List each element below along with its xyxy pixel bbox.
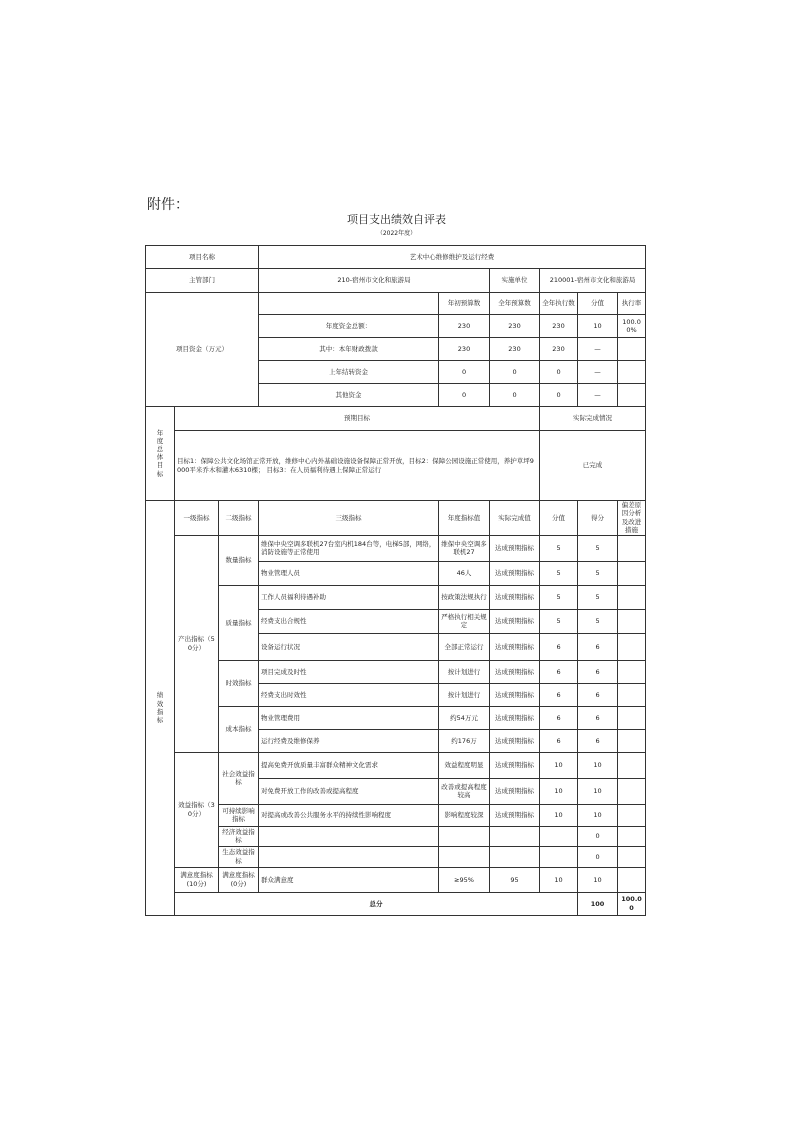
indicator-weight: 10 (540, 752, 578, 778)
ecologic-l2-label: 生态效益指标 (219, 846, 259, 867)
indicator-note (618, 729, 646, 752)
funds-row-initial: 230 (439, 338, 490, 361)
indicator-weight: 5 (540, 535, 578, 561)
indicator-l3: 物业管理人员 (259, 561, 439, 585)
funds-row-executed: 0 (540, 384, 578, 407)
performance-table (145, 245, 646, 916)
project-name-label: 项目名称 (146, 246, 259, 269)
indicator-note (618, 633, 646, 660)
indicator-score: 0 (578, 826, 618, 846)
indicator-score: 10 (578, 752, 618, 778)
indicator-score: 6 (578, 683, 618, 706)
indicator-weight: 10 (540, 778, 578, 804)
indicator-actual: 达成预期指标 (490, 609, 540, 633)
indicator-score: 5 (578, 585, 618, 609)
indicator-weight: 5 (540, 609, 578, 633)
dept-value: 210-宿州市文化和旅游局 (259, 269, 490, 293)
funds-row-executed: 0 (540, 361, 578, 384)
project-name-value: 艺术中心维修维护及运行经费 (259, 246, 646, 269)
indicator-target: 效益程度明显 (439, 752, 490, 778)
indicator-weight: 6 (540, 706, 578, 729)
indicator-target: 改善或提高程度较高 (439, 778, 490, 804)
indicator-actual (490, 846, 540, 867)
funds-row-rate (618, 384, 646, 407)
indicator-score: 6 (578, 706, 618, 729)
indicator-l3: 设备运行状况 (259, 633, 439, 660)
indicator-weight: 10 (540, 804, 578, 826)
indicator-score: 6 (578, 633, 618, 660)
indicator-score: 6 (578, 660, 618, 683)
indicator-note (618, 535, 646, 561)
funds-row-executed: 230 (540, 338, 578, 361)
indicator-weight: 10 (540, 867, 578, 892)
indicator-l3: 提高免费开放质量丰富群众精神文化需求 (259, 752, 439, 778)
funds-header-blank (259, 293, 439, 315)
funds-header-rate: 执行率 (618, 293, 646, 315)
funds-row-weight: 10 (578, 315, 618, 338)
impl-label: 实施单位 (490, 269, 540, 293)
indicator-actual: 达成预期指标 (490, 561, 540, 585)
indicator-actual: 达成预期指标 (490, 778, 540, 804)
indicator-l3: 维保中央空调多联机27台室内机184台等，电梯5部，网络，消防设施等正常使用 (259, 535, 439, 561)
cost-l2-label: 成本指标 (219, 706, 259, 752)
indicator-l3: 群众满意度 (259, 867, 439, 892)
indicator-target: 约176万 (439, 729, 490, 752)
indicator-weight: 6 (540, 729, 578, 752)
indicator-note (618, 867, 646, 892)
indicator-score: 10 (578, 867, 618, 892)
indicator-score: 5 (578, 561, 618, 585)
funds-row-label: 其中：本年财政拨款 (259, 338, 439, 361)
indicators-section-label: 绩效指标 (146, 501, 175, 916)
form-year: （2022年度） (376, 230, 417, 237)
indicator-actual: 达成预期指标 (490, 706, 540, 729)
indicator-note (618, 585, 646, 609)
total-score: 100.00 (618, 892, 646, 915)
expected-goal-header: 预期目标 (175, 407, 540, 431)
actual-result-header: 实际完成情况 (540, 407, 646, 431)
funds-row-executed: 230 (540, 315, 578, 338)
indicator-target: 约54万元 (439, 706, 490, 729)
indicator-note (618, 804, 646, 826)
indicator-note (618, 683, 646, 706)
header-weight: 分值 (540, 501, 578, 536)
funds-header-initial: 年初预算数 (439, 293, 490, 315)
header-note: 偏差原因分析及改进措施 (618, 501, 646, 536)
dept-label: 主管部门 (146, 269, 259, 293)
indicator-target: 影响程度较深 (439, 804, 490, 826)
funds-row-annual: 0 (490, 384, 540, 407)
funds-row-initial: 230 (439, 315, 490, 338)
indicator-target: 全部正常运行 (439, 633, 490, 660)
indicator-actual: 达成预期指标 (490, 585, 540, 609)
indicator-l3: 运行经费及维修保养 (259, 729, 439, 752)
satisfaction-l2-label: 满意度指标(0分) (219, 867, 259, 892)
indicator-target: 按计划进行 (439, 683, 490, 706)
indicator-target (439, 826, 490, 846)
indicator-score: 10 (578, 804, 618, 826)
indicator-target (439, 846, 490, 867)
indicator-actual: 达成预期指标 (490, 683, 540, 706)
indicator-actual (490, 826, 540, 846)
attachment-label: 附件： (147, 197, 189, 213)
indicator-actual: 达成预期指标 (490, 633, 540, 660)
header-actual: 实际完成值 (490, 501, 540, 536)
indicator-weight: 5 (540, 561, 578, 585)
indicator-weight (540, 826, 578, 846)
header-l2: 二级指标 (219, 501, 259, 536)
indicator-target: 46人 (439, 561, 490, 585)
satisfaction-l1-label: 满意度指标(10分) (175, 867, 219, 892)
funds-row-rate (618, 361, 646, 384)
indicator-actual: 95 (490, 867, 540, 892)
indicator-l3: 项目完成及时性 (259, 660, 439, 683)
indicator-l3: 对免费开放工作的改善或提高程度 (259, 778, 439, 804)
indicator-target: ≥95% (439, 867, 490, 892)
funds-row-weight: — (578, 338, 618, 361)
quality-l2-label: 质量指标 (219, 585, 259, 660)
indicator-score: 5 (578, 535, 618, 561)
indicator-target: 按计划进行 (439, 660, 490, 683)
goals-section-label: 年度总体目标 (146, 407, 175, 501)
indicator-note (618, 826, 646, 846)
header-l1: 一级指标 (175, 501, 219, 536)
indicator-weight: 5 (540, 585, 578, 609)
funds-header-weight: 分值 (578, 293, 618, 315)
funds-label: 项目资金（万元） (146, 293, 259, 407)
total-weight: 100 (578, 892, 618, 915)
indicator-note (618, 846, 646, 867)
funds-row-annual: 230 (490, 315, 540, 338)
indicator-l3: 经费支出时效性 (259, 683, 439, 706)
indicator-note (618, 561, 646, 585)
indicator-l3: 工作人员福利待遇补助 (259, 585, 439, 609)
timeliness-l2-label: 时效指标 (219, 660, 259, 706)
actual-result-text: 已完成 (540, 431, 646, 501)
indicator-l3 (259, 826, 439, 846)
funds-row-rate: 100.00% (618, 315, 646, 338)
indicator-score: 6 (578, 729, 618, 752)
form-title: 项目支出绩效自评表 (347, 213, 446, 226)
indicator-note (618, 706, 646, 729)
header-l3: 三级指标 (259, 501, 439, 536)
indicator-target: 按政策法规执行 (439, 585, 490, 609)
indicator-actual: 达成预期指标 (490, 660, 540, 683)
indicator-target: 严格执行相关规定 (439, 609, 490, 633)
funds-row-weight: — (578, 384, 618, 407)
indicator-score: 5 (578, 609, 618, 633)
output-l1-label: 产出指标（50分） (175, 535, 219, 752)
indicator-score: 10 (578, 778, 618, 804)
indicator-note (618, 778, 646, 804)
header-score: 得分 (578, 501, 618, 536)
indicator-l3: 经费支出合规性 (259, 609, 439, 633)
indicator-actual: 达成预期指标 (490, 804, 540, 826)
funds-row-annual: 230 (490, 338, 540, 361)
indicator-note (618, 660, 646, 683)
indicator-note (618, 609, 646, 633)
indicator-score: 0 (578, 846, 618, 867)
funds-row-label: 上年结转资金 (259, 361, 439, 384)
impl-value: 210001-宿州市文化和旅游局 (540, 269, 646, 293)
funds-header-executed: 全年执行数 (540, 293, 578, 315)
expected-goal-text: 目标1：保障公共文化场馆正常开放，维修中心内外基础设施设备保障正常开放，目标2：保障公园设施正常使用，养护草坪9000平米乔木和灌木6310棵； 目标3：在人员福利待遇上保障正常运行 (175, 431, 540, 501)
indicator-l3: 对提高或改善公共服务水平的持续性影响程度 (259, 804, 439, 826)
indicator-l3: 物业管理费用 (259, 706, 439, 729)
indicator-target: 维保中央空调多联机27 (439, 535, 490, 561)
quantity-l2-label: 数量指标 (219, 535, 259, 585)
indicator-weight (540, 846, 578, 867)
benefit-l1-label: 效益指标（30分） (175, 752, 219, 867)
indicator-weight: 6 (540, 660, 578, 683)
indicator-note (618, 752, 646, 778)
sustain-l2-label: 可持续影响指标 (219, 804, 259, 826)
indicator-actual: 达成预期指标 (490, 535, 540, 561)
funds-row-initial: 0 (439, 361, 490, 384)
header-target: 年度指标值 (439, 501, 490, 536)
total-label: 总分 (175, 892, 578, 915)
funds-row-annual: 0 (490, 361, 540, 384)
funds-row-label: 年度资金总额： (259, 315, 439, 338)
indicator-actual: 达成预期指标 (490, 729, 540, 752)
indicator-weight: 6 (540, 683, 578, 706)
funds-row-label: 其他资金 (259, 384, 439, 407)
funds-row-weight: — (578, 361, 618, 384)
economic-l2-label: 经济效益指标 (219, 826, 259, 846)
funds-row-rate (618, 338, 646, 361)
indicator-l3 (259, 846, 439, 867)
funds-row-initial: 0 (439, 384, 490, 407)
indicator-actual: 达成预期指标 (490, 752, 540, 778)
social-l2-label: 社会效益指标 (219, 752, 259, 804)
indicator-weight: 6 (540, 633, 578, 660)
funds-header-annual: 全年预算数 (490, 293, 540, 315)
